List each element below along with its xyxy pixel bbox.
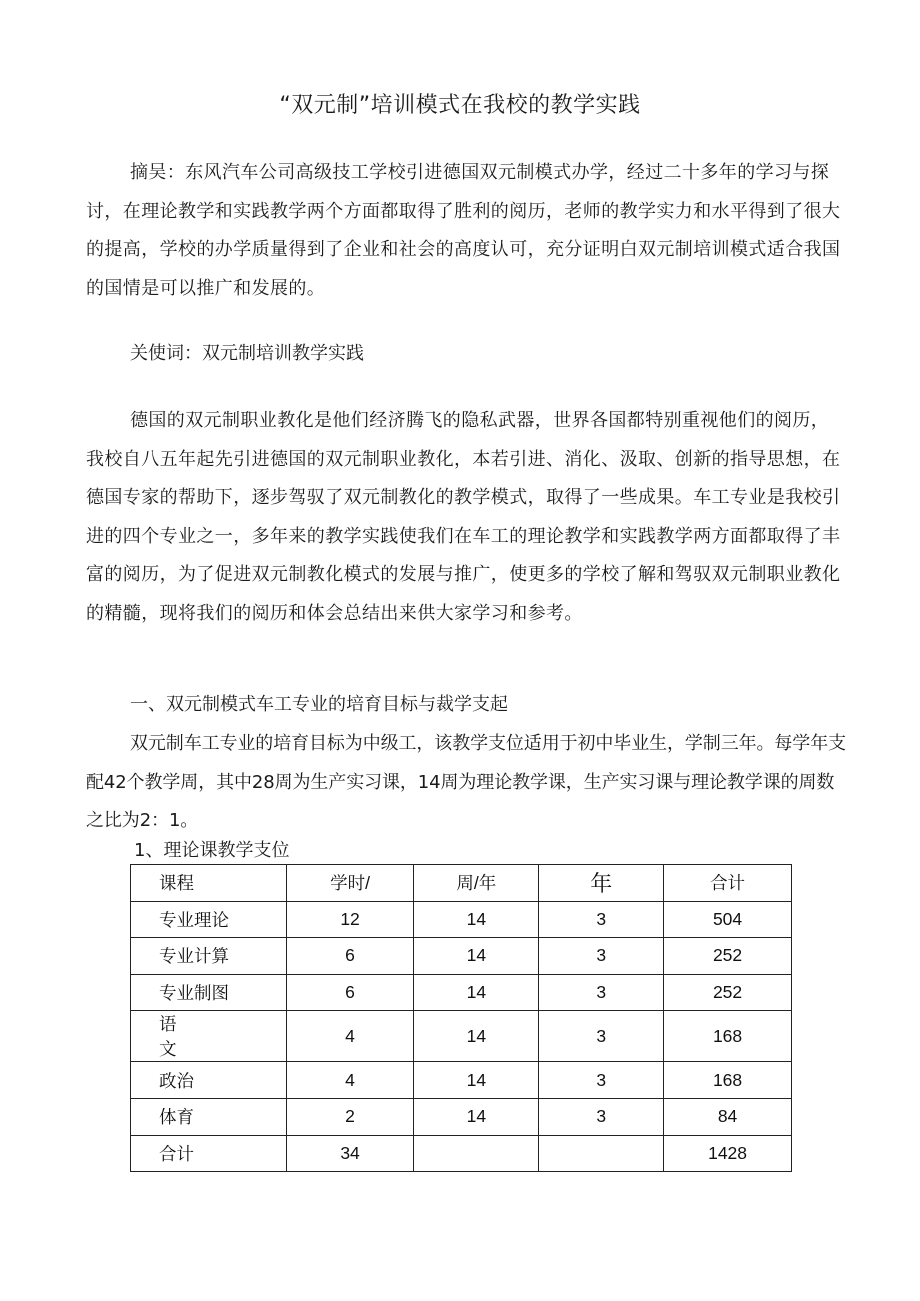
total-cell: 168 [664,1062,792,1099]
table-row [131,901,792,938]
table-row [131,974,792,1011]
hours-cell: 2 [286,1098,414,1135]
weeks-cell: 14 [414,901,539,938]
abstract-paragraph: 摘吴：东风汽车公司高级技工学校引进德国双元制模式办学，经过二十多年的学习与探讨，在理论教学和实践教学两个方面都取得了胜利的阅历，老师的教学实力和水平得到了很大的提高，学校的办学质量得到了企业和社会的高度认可，充分证明白双元制培训模式适合我国的国情是可以推广和发展的。 [86,162,841,299]
total-cell: 168 [664,1011,792,1062]
total-cell: 252 [664,938,792,975]
weeks-cell: 14 [414,1011,539,1062]
header-total: 合计 [664,865,792,902]
weeks-cell: 14 [414,974,539,1011]
years-cell: 3 [539,1098,664,1135]
header-hours: 学时/ [286,865,414,902]
hours-cell: 12 [286,901,414,938]
intro-paragraph: 德国的双元制职业教化是他们经济腾飞的隐私武器，世界各国都特别重视他们的阅历，我校自八五年起先引进德国的双元制职业教化，本若引进、消化、汲取、创新的指导思想，在德国专家的帮助下，逐步驾驭了双元制教化的教学模式，取得了一些成果。车工专业是我校引进的四个专业之一，多年来的教学实践使我们在车工的理论教学和实践教学两方面都取得了丰富的阅历，为了促进双元制教化模式的发展与推广，使更多的学校了解和驾驭双元制职业教化的精髓，现将我们的阅历和体会总结出来供大家学习和参考。 [86,410,841,624]
course-name-cell: 合计 [131,1135,287,1172]
weeks-cell: 14 [414,1062,539,1099]
hours-cell: 34 [286,1135,414,1172]
weeks-cell: 14 [414,1098,539,1135]
years-cell: 3 [539,901,664,938]
total-cell: 84 [664,1098,792,1135]
section-heading: 一、双元制模式车工专业的培育目标与裁学支起 [130,694,508,715]
years-cell: 3 [539,1011,664,1062]
header-course: 课程 [131,865,287,902]
table-header-row [131,865,792,902]
course-name-cell: 体育 [131,1098,287,1135]
hours-cell: 4 [286,1062,414,1099]
keywords-line: 关使词：双元制培训教学实践 [130,343,364,364]
years-cell: 3 [539,938,664,975]
course-name-cell: 专业制图 [131,974,287,1011]
table-row [131,1011,792,1062]
hours-cell: 6 [286,974,414,1011]
hours-cell: 6 [286,938,414,975]
total-cell: 252 [664,974,792,1011]
table-row [131,1098,792,1135]
years-cell: 3 [539,974,664,1011]
header-year: 年 [539,865,664,902]
table-caption: 1、理论课教学支位 [134,840,290,861]
years-cell: 3 [539,1062,664,1099]
weeks-cell [414,1135,539,1172]
course-name-cell: 语文 [131,1011,287,1062]
theory-course-table [130,864,792,1172]
table-row [131,1062,792,1099]
course-name-cell: 政治 [131,1062,287,1099]
total-cell: 504 [664,901,792,938]
hours-cell: 4 [286,1011,414,1062]
weeks-cell: 14 [414,938,539,975]
course-name-cell: 专业理论 [131,901,287,938]
table-row [131,938,792,975]
document-title: “双元制”培训模式在我校的教学实践 [279,93,641,118]
training-goal-paragraph: 双元制车工专业的培育目标为中级工，该教学支位适用于初中毕业生，学制三年。每学年支配42个教学周，其中28周为生产实习课，14周为理论教学课，生产实习课与理论教学课的周数之比为2：1。 [86,733,846,831]
total-cell: 1428 [664,1135,792,1172]
years-cell [539,1135,664,1172]
header-weeks-per-year: 周/年 [414,865,539,902]
table-total-row [131,1135,792,1172]
course-name-cell: 专业计算 [131,938,287,975]
